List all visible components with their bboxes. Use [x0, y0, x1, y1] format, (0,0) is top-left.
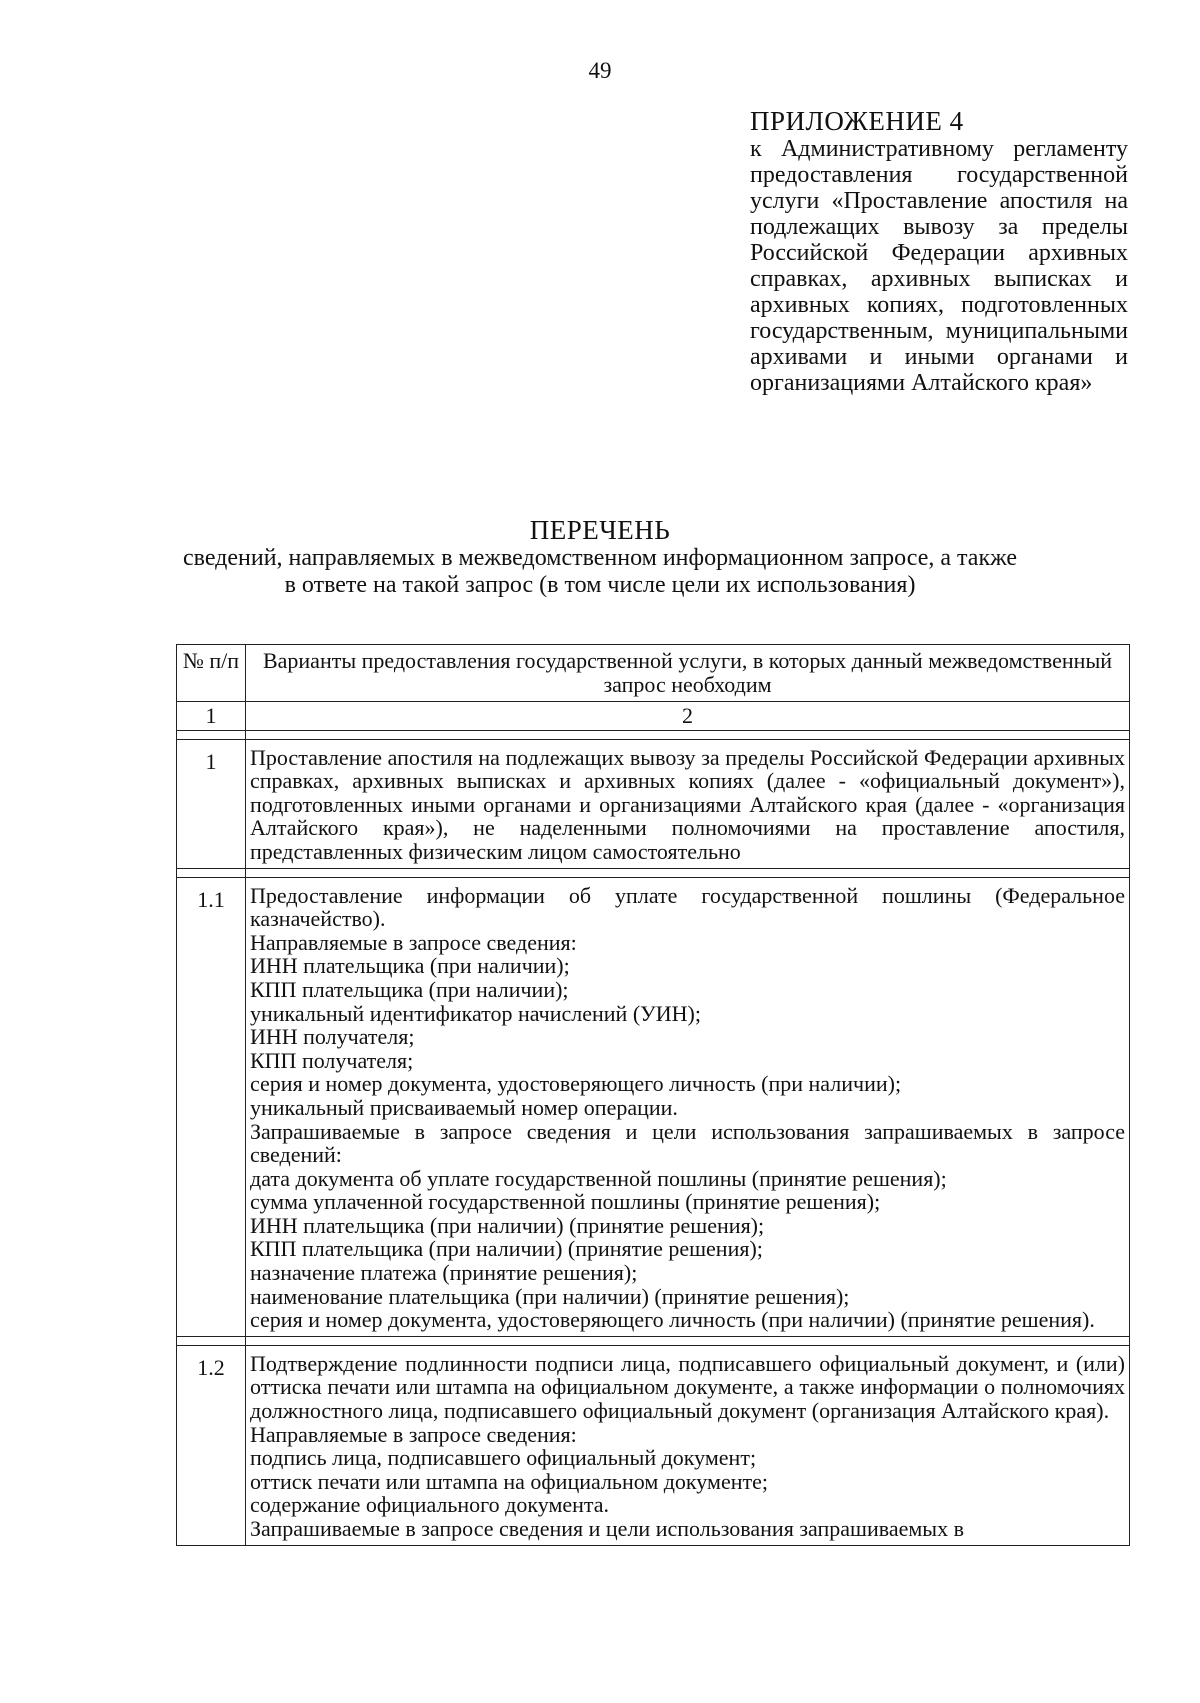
row-line: уникальный идентификатор начислений (УИН);	[250, 1000, 701, 1026]
table-row	[177, 1345, 1130, 1545]
row-line: Направляемые в запросе сведения:	[250, 1421, 577, 1447]
row-line: серия и номер документа, удостоверяющего личность (при наличии) (принятие решения).	[250, 1307, 1095, 1333]
table-row	[177, 739, 1130, 868]
page-number: 49	[588, 58, 612, 83]
requests-table	[176, 644, 1130, 1546]
row-content	[246, 1345, 1130, 1545]
index-cell: 2	[246, 702, 1130, 731]
row-content	[246, 877, 1130, 1336]
row-line: Предоставление информации об уплате государственной пошлины (Федеральное казначейство).	[250, 882, 1125, 932]
row-line: дата документа об уплате государственной пошлины (принятие решения);	[250, 1165, 947, 1191]
heading-subtitle: сведений, направляемых в межведомственном информационном запросе, а также в ответе на такой запрос (в том числе цели их использования)	[182, 545, 1018, 598]
row-line: ИНН получателя;	[250, 1024, 415, 1050]
header-variants: Варианты предоставления государственной услуги, в которых данный межведомственный запрос необходим	[246, 645, 1130, 702]
row-line: Проставление апостиля на подлежащих вывозу за пределы Российской Федерации архивных справках, архивных выписках и архивных копиях (далее - «официальный документ»), подготовленных иными органами и организациями Алтайского края (далее - «организация Алтайского края»), не наделенными полномочиями на проставление апостиля, представленных физическим лицом самостоятельно	[250, 744, 1125, 864]
row-line: наименование плательщика (при наличии) (принятие решения);	[250, 1283, 850, 1309]
row-line: уникальный присваиваемый номер операции.	[250, 1094, 678, 1120]
row-line: серия и номер документа, удостоверяющего личность (при наличии);	[250, 1071, 902, 1097]
row-line: назначение платежа (принятие решения);	[250, 1260, 638, 1286]
row-line: Направляемые в запросе сведения:	[250, 929, 577, 955]
table-spacer	[177, 730, 1130, 739]
row-line: Запрашиваемые в запросе сведения и цели использования запрашиваемых в	[250, 1516, 964, 1541]
index-cell: 1	[177, 702, 246, 731]
row-line: оттиск печати или штампа на официальном документе;	[250, 1468, 768, 1494]
appendix-title: ПРИЛОЖЕНИЕ 4	[750, 106, 964, 136]
table-row	[177, 877, 1130, 1336]
table-header-row	[177, 645, 1130, 702]
document-heading	[180, 515, 1020, 599]
header-num: № п/п	[177, 645, 246, 702]
table-spacer	[177, 868, 1130, 877]
row-number: 1	[177, 739, 246, 868]
row-line: сумма уплаченной государственной пошлины (принятие решения);	[250, 1189, 881, 1215]
row-line: КПП получателя;	[250, 1047, 414, 1073]
row-line: КПП плательщика (при наличии) (принятие решения);	[250, 1236, 763, 1262]
row-content	[246, 739, 1130, 868]
table-spacer	[177, 1336, 1130, 1345]
row-number: 1.1	[177, 877, 246, 1336]
row-line: КПП плательщика (при наличии);	[250, 976, 569, 1002]
heading-title: ПЕРЕЧЕНЬ	[529, 515, 671, 545]
row-line: подпись лица, подписавшего официальный документ;	[250, 1445, 757, 1471]
row-line: ИНН плательщика (при наличии) (принятие решения);	[250, 1212, 765, 1238]
appendix-block	[750, 106, 1128, 396]
row-line: ИНН плательщика (при наличии);	[250, 953, 570, 979]
row-line: содержание официального документа.	[250, 1492, 610, 1518]
row-number: 1.2	[177, 1345, 246, 1545]
appendix-text: к Административному регламенту предоставления государственной услуги «Проставление апостиля на подлежащих вывозу за пределы Российской Федерации архивных справках, архивных выписках и архивных копиях, подготовленных государственным, муниципальными архивами и иными органами и организациями Алтайского края»	[750, 136, 1128, 396]
row-line: Подтверждение подлинности подписи лица, подписавшего официальный документ, и (или) оттиска печати или штампа на официальном документе, а также информации о полномочиях должностного лица, подписавшего официальный документ (организация Алтайского края).	[250, 1350, 1125, 1424]
row-line: Запрашиваемые в запросе сведения и цели использования запрашиваемых в запросе сведений:	[250, 1118, 1125, 1168]
table-index-row	[177, 702, 1130, 731]
